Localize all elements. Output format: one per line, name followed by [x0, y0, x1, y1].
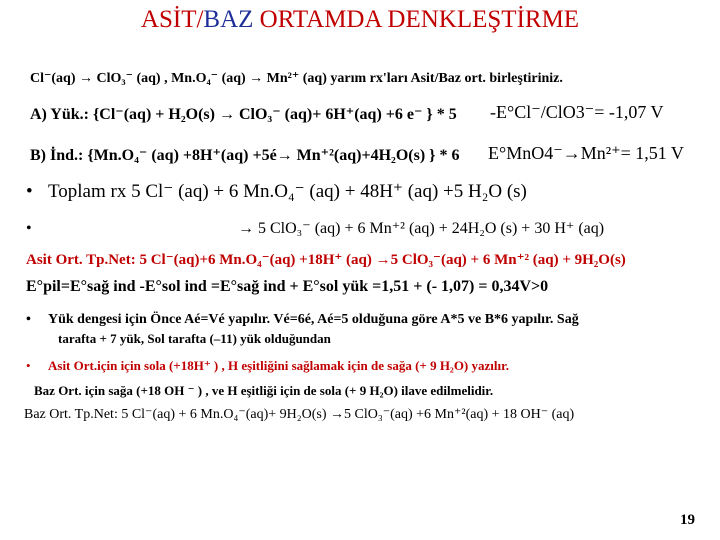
base-note: Baz Ort. için sağa (+18 OH ⁻ ) , ve H eşitliği için de sola (+ 9 H₂O) ilave edilmelidir.: [34, 383, 494, 398]
page-title: [0, 6, 720, 34]
line-b-equation: B) İnd.: {Mn.O₄⁻ (aq) +8H⁺(aq) +5é→ Mn⁺²(aq)+4H₂O(s) } * 6: [30, 147, 460, 164]
acid-note-text: Asit Ort.için için sola (+18H⁺ ) , H eşitliğini sağlamak için de sağa (+ 9 H₂O) yazılır.: [48, 358, 509, 373]
line-b-potential: E°MnO4⁻→Mn²⁺= 1,51 V: [488, 143, 684, 163]
total-line-2: [26, 218, 604, 238]
charge-balance-text-1: Yük dengesi için Önce Aé=Vé yapılır. Vé=6é, Aé=5 olduğuna göre A*5 ve B*6 yapılır. Sağ: [48, 312, 579, 327]
intro-line: Cl⁻(aq) → ClO₃⁻ (aq) , Mn.O₄⁻ (aq) → Mn²⁺ (aq) yarım rx'ları Asit/Baz ort. birleştiriniz.: [30, 71, 563, 86]
page-number: 19: [680, 512, 695, 528]
total-line-2-text: → 5 ClO₃⁻ (aq) + 6 Mn⁺² (aq) + 24H₂O (s) + 30 H⁺ (aq): [238, 220, 605, 237]
bullet-icon: •: [26, 358, 31, 373]
total-line-1-text: Toplam rx 5 Cl⁻ (aq) + 6 Mn.O₄⁻ (aq) + 48H⁺ (aq) +5 H₂O (s): [48, 181, 527, 202]
charge-balance-line-2: tarafta + 7 yük, Sol tarafta (–11) yük olduğundan: [58, 331, 331, 346]
charge-balance-line-1: [26, 312, 579, 328]
base-net-equation: Baz Ort. Tp.Net: 5 Cl⁻(aq) + 6 Mn.O₄⁻(aq)+ 9H₂O(s) →5 ClO₃⁻(aq) +6 Mn⁺²(aq) + 18 OH⁻ (aq): [24, 407, 575, 422]
line-a-potential: -E°Cl⁻/ClO3⁻= -1,07 V: [490, 102, 664, 122]
title-part-acid: ASİT/: [140, 6, 204, 33]
acid-note: [26, 358, 509, 374]
bullet-icon: •: [26, 220, 32, 237]
title-part-base: BAZ: [203, 6, 254, 33]
title-part-rest: ORTAMDA DENKLEŞTİRME: [253, 6, 580, 33]
bullet-icon: •: [26, 181, 33, 202]
bullet-icon: •: [26, 312, 31, 327]
total-line-1: [26, 180, 527, 203]
epil-equation: E°pil=E°sağ ind -E°sol ind =E°sağ ind + E°sol yük =1,51 + (- 1,07) = 0,34V>0: [26, 278, 549, 295]
acid-net-equation: Asit Ort. Tp.Net: 5 Cl⁻(aq)+6 Mn.O₄⁻(aq) +18H⁺ (aq) →5 ClO₃⁻(aq) + 6 Mn⁺² (aq) + 9H₂O(s): [26, 252, 626, 268]
line-a-equation: A) Yük.: {Cl⁻(aq) + H₂O(s) → ClO₃⁻ (aq)+ 6H⁺(aq) +6 e⁻ } * 5: [30, 106, 457, 123]
